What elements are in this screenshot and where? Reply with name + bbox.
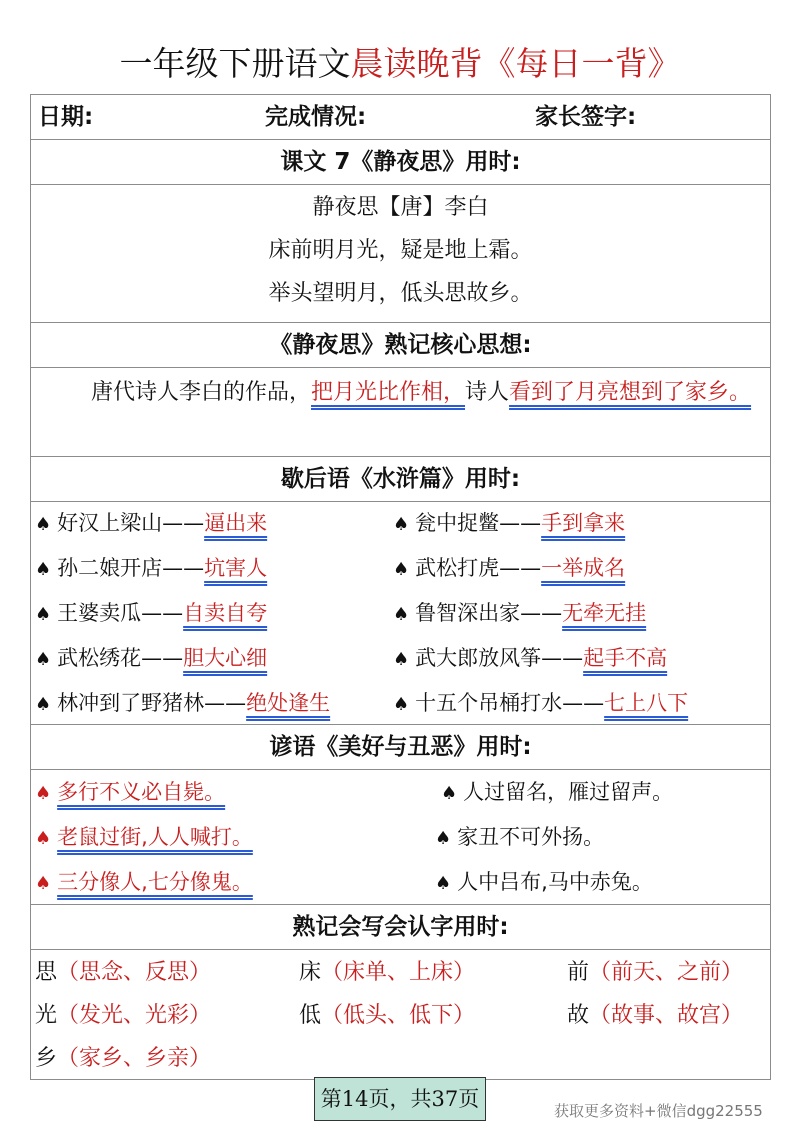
- status-label: 完成情况:: [265, 104, 367, 130]
- proverb-item: ♠ 人过留名，雁过留声。: [441, 780, 674, 804]
- xiehouyu-item: ♠ 孙二娘开店——坑害人: [35, 556, 268, 580]
- char-item: 乡（家乡、乡亲）: [35, 1046, 212, 1071]
- spade-icon: ♠: [35, 873, 52, 894]
- xiehouyu-item: ♠ 武松绣花——胆大心细: [35, 646, 268, 670]
- proverb-item: ♠ 多行不义必自毙。: [35, 780, 226, 804]
- poem-line: 床前明月光，疑是地上霜。: [268, 238, 533, 263]
- spade-icon: ♠: [35, 514, 52, 535]
- proverb-item: ♠ 家丑不可外扬。: [435, 825, 605, 849]
- xiehouyu-item: ♠ 王婆卖瓜——自卖自夸: [35, 601, 268, 625]
- spade-icon: ♠: [441, 783, 458, 804]
- proverbs-heading: 谚语《美好与丑恶》用时:: [269, 734, 532, 760]
- char-item: 光（发光、光彩）: [35, 1003, 212, 1028]
- core-text-d: 看到了月亮想到了家乡。: [509, 380, 752, 405]
- char-item: 低（低头、低下）: [299, 1003, 476, 1028]
- spade-icon: ♠: [35, 783, 52, 804]
- spade-icon: ♠: [393, 604, 410, 625]
- xiehouyu-item: ♠ 十五个吊桶打水——七上八下: [393, 691, 689, 715]
- char-item: 思（思念、反思）: [35, 960, 212, 985]
- page-number: 第14页，共37页: [314, 1077, 486, 1121]
- xiehouyu-item: ♠ 林冲到了野猪林——绝处逢生: [35, 691, 331, 715]
- xiehouyu-item: ♠ 好汉上梁山——逼出来: [35, 511, 268, 535]
- spade-icon: ♠: [35, 649, 52, 670]
- spade-icon: ♠: [35, 604, 52, 625]
- spade-icon: ♠: [35, 694, 52, 715]
- spade-icon: ♠: [393, 514, 410, 535]
- xiehouyu-item: ♠ 武大郎放风筝——起手不高: [393, 646, 668, 670]
- char-item: 床（床单、上床）: [299, 960, 476, 985]
- core-text-b: 把月光比作相，: [311, 380, 466, 405]
- spade-icon: ♠: [435, 873, 452, 894]
- char-item: 故（故事、故宫）: [567, 1003, 744, 1028]
- spade-icon: ♠: [393, 649, 410, 670]
- spade-icon: ♠: [435, 828, 452, 849]
- sign-label: 家长签字:: [535, 104, 637, 130]
- poem-body: [31, 186, 770, 322]
- xiehouyu-item: ♠ 鲁智深出家——无牵无挂: [393, 601, 647, 625]
- worksheet: [30, 94, 771, 1080]
- info-row: [31, 95, 770, 139]
- proverb-item: ♠ 老鼠过街,人人喊打。: [35, 825, 253, 849]
- spade-icon: ♠: [35, 559, 52, 580]
- core-text-a: 唐代诗人李白的作品，: [91, 380, 312, 405]
- watermark: 获取更多资料+微信dgg22555: [554, 1102, 763, 1120]
- characters-heading: 熟记会写会认字用时:: [292, 914, 509, 940]
- xiehouyu-item: ♠ 瓮中捉鳖——手到拿来: [393, 511, 626, 535]
- date-label: 日期:: [38, 104, 94, 130]
- page-title: [0, 40, 800, 88]
- xiehouyu-item: ♠ 武松打虎——一举成名: [393, 556, 626, 580]
- core-heading: 《静夜思》熟记核心思想:: [269, 332, 532, 358]
- spade-icon: ♠: [35, 828, 52, 849]
- core-text-c: 诗人: [465, 380, 510, 405]
- xiehouyu-heading: 歇后语《水浒篇》用时:: [280, 466, 521, 492]
- poem-title: 静夜思【唐】李白: [312, 195, 489, 220]
- proverb-item: ♠ 三分像人,七分像鬼。: [35, 870, 253, 894]
- title-red: 晨读晚背《每日一背》: [350, 44, 681, 83]
- title-black: 一年级下册语文: [119, 44, 351, 83]
- spade-icon: ♠: [393, 559, 410, 580]
- poem-heading: 课文 7《静夜思》用时:: [280, 149, 521, 175]
- proverb-item: ♠ 人中吕布,马中赤兔。: [435, 870, 653, 894]
- core-text: [31, 368, 778, 459]
- char-item: 前（前天、之前）: [567, 960, 744, 985]
- spade-icon: ♠: [393, 694, 410, 715]
- poem-line: 举头望明月，低头思故乡。: [268, 281, 533, 306]
